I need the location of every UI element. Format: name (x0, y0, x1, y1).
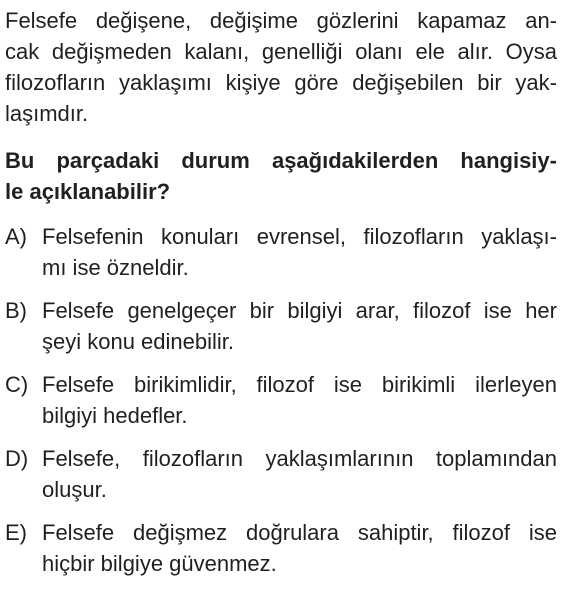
passage-line: Felsefe değişene, değişime gözlerini kapamaz an- (5, 8, 557, 33)
option-line: Felsefe genelgeçer bir bilgiyi arar, filozof ise her (42, 298, 557, 323)
option-line: Felsefe, filozofların yaklaşımlarının toplamından (42, 446, 557, 471)
option-line: oluşur. (42, 477, 107, 502)
question-stem (5, 145, 557, 207)
option-text (42, 517, 557, 579)
option-letter: B) (5, 298, 27, 323)
question-line: le açıklanabilir? (5, 179, 171, 204)
option-b[interactable] (5, 295, 557, 357)
option-line: hiçbir bilgiye güvenmez. (42, 551, 277, 576)
answer-options (5, 221, 557, 579)
option-letter: D) (5, 446, 29, 471)
option-a[interactable] (5, 221, 557, 283)
passage-line: cak değişmeden kalanı, genelliği olanı ele alır. Oysa (5, 39, 557, 64)
passage-line: filozofların yaklaşımı kişiye göre değişebilen bir yak- (5, 70, 557, 95)
option-line: bilgiyi hedefler. (42, 403, 188, 428)
option-text (42, 443, 557, 505)
option-text (42, 369, 557, 431)
option-d[interactable] (5, 443, 557, 505)
option-line: Felsefenin konuları evrensel, filozofların yaklaşı- (42, 224, 557, 249)
option-letter: A) (5, 224, 27, 249)
option-c[interactable] (5, 369, 557, 431)
option-letter: C) (5, 372, 29, 397)
option-line: şeyi konu edinebilir. (42, 329, 235, 354)
option-line: Felsefe değişmez doğrulara sahiptir, filozof ise (42, 520, 557, 545)
question-line: Bu parçadaki durum aşağıdakilerden hangisiy- (5, 148, 557, 173)
option-text (42, 295, 557, 357)
passage-text (5, 5, 557, 129)
option-line: mı ise özneldir. (42, 255, 189, 280)
option-letter: E) (5, 520, 27, 545)
option-text (42, 221, 557, 283)
option-line: Felsefe birikimlidir, filozof ise birikimli ilerleyen (42, 372, 557, 397)
option-e[interactable] (5, 517, 557, 579)
passage-line: laşımdır. (5, 101, 89, 126)
